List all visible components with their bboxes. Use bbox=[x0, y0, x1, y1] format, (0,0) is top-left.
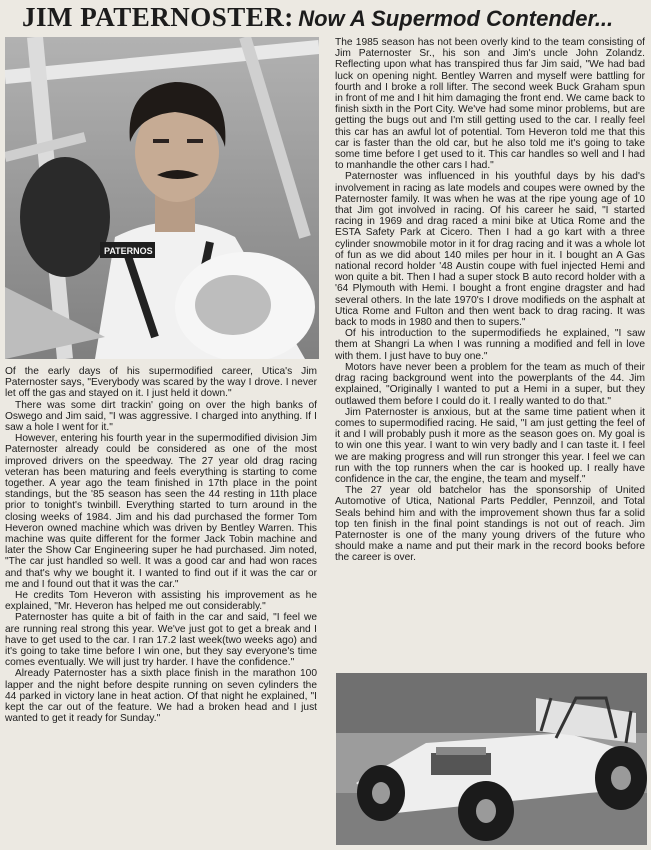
headline-name: JIM PATERNOSTER: bbox=[22, 2, 294, 32]
article-headline bbox=[22, 2, 632, 36]
paragraph: Of the early days of his supermodified career, Utica's Jim Paternoster says, "Everybody was scared by the way I drove. I never let off the gas and stayed on it. I just held it down." bbox=[5, 366, 317, 400]
paragraph: Motors have never been a problem for the team as much of their drag racing background went into the powerplants of the 44. Jim explained, "Originally I wanted to put a Hemi in a super, but they outlawed them before I could do it. I really wanted to do that." bbox=[335, 361, 645, 407]
paragraph: Of his introduction to the supermodifieds he explained, "I saw them at Shangri La when I was running a modified and fell in love with them. I just have to buy one." bbox=[335, 328, 645, 362]
driver-portrait-photo bbox=[5, 37, 319, 359]
right-text-column bbox=[335, 37, 645, 564]
paragraph: The 27 year old batchelor has the sponsorship of United Automotive of Utica, National Parts Peddler, Pennzoil, and Total Seals behind him and with the improvement shown thus far a solid top ten finish in the final point standings is not out of reach. Jim Paternoster is one of the many young drivers of the future who should make a name and put their mark in the record books before the career is over. bbox=[335, 485, 645, 564]
paragraph: There was some dirt trackin' going on over the high banks of Oswego and Jim said, "I was aggressive. I charged into anything. If I saw a hole I went for it." bbox=[5, 399, 317, 434]
driver-portrait-illustration bbox=[5, 37, 319, 359]
paragraph: The 1985 season has not been overly kind to the team consisting of Jim Paternoster Sr., his son and Jim's uncle John Zolandz. Reflecting upon what has transpired thus far Jim said, "We had bad luck on opening night. Bentley Warren and myself were battling for fourth and I broke a roll lifter. The second week Buck Graham spun in front of me and I hit him damaging the front end. We came back to finish sixth in the Port City. We've had some minor problems, but are getting the bugs out and I'm still getting used to the car. I really feel this car has an awful lot of potential. Tom Heveron told me that this car is faster than the old car, but he also told me it's going to take some time before I get used to it. This car handles so well and I had to manhandle the other cars I had." bbox=[335, 37, 645, 172]
left-text-column bbox=[5, 366, 317, 725]
paragraph: He credits Tom Heveron with assisting his improvement as he explained, "Mr. Heveron has helped me out considerably." bbox=[5, 590, 317, 613]
headline-tagline: Now A Supermod Contender... bbox=[298, 6, 614, 31]
paragraph: Already Paternoster has a sixth place finish in the marathon 100 lapper and the night before despite running on seven cylinders the 44 parked in victory lane in heat action. Of that night he explained, "I kept the car out of the feature. We had a broken head and I just wanted to get it ready for Sunday." bbox=[5, 668, 317, 725]
suit-patch-text: PATERNOS bbox=[104, 246, 153, 256]
race-car-illustration bbox=[336, 673, 647, 845]
paragraph: Paternoster has quite a bit of faith in the car and said, "I feel we are running real strong this year. We've just got to get a break and I have to get used to the car. I ran 17.2 last week(two weeks ago) and it's going to take time before I win one, but they say everyone's time comes eventually. We will just try harder. I have the confidence." bbox=[5, 612, 317, 669]
paragraph: Jim Paternoster is anxious, but at the same time patient when it comes to supermodified racing. He said, "I am just getting the feel of it and I will probably push it more as the season goes on. My goal is to win one this year. I want to win very badly and I can taste it. I feel we are making progress and will run stronger this year. I feel we can run with the top runners when the car is hooked up. I really have confidence in the car, the engine, the team and myself." bbox=[335, 406, 645, 485]
race-car-photo bbox=[336, 673, 647, 845]
paragraph: Paternoster was influenced in his youthful days by his dad's involvement in racing as late models and coupes were owned by the Paternoster family. It was when he was at the ripe young age of 10 that Jim got involved in racing. Of his career he said, "I started racing in 1969 and drag raced a mini bike at Utica Rome and the ESTA Safety Park at Cicero. Then I had a go kart with a three cylinder snowmobile motor in it for drag racing and it was a whole lot of fun as we did about 140 miles per hour in it. I bought an A Gas national record holder '48 Austin coupe with fuel injected Hemi and won quite a bit. Then I had a super stock B auto record holder with a '64 Plymouth with Hemi. I bought a front engine dragster and had several others. In the late 1970's I drove modifieds on the asphalt at Utica Rome and Fulton and then went back to drag racing. It was back to mods in 1980 and then to supers." bbox=[335, 171, 645, 329]
paragraph: However, entering his fourth year in the supermodified division Jim Paternoster already could be considered as one of the most improved drivers on the speedway. The 27 year old drag racing veteran has been maturing and feels everything is starting to come together. A year ago the team finished in 17th place in the point standings, but the '85 season has seen the 44 resting in 11th place prior to tonight's twinbill. Everything started to turn around in the closing weeks of 1984. Jim and his dad purchased the former Tom Heveron owned machine which was driven by Bentley Warren. This machine was quite different for the former Jack Tobin machine and later the Show Car Engineering super he had purchased. Jim noted, "The car just handled so well. It was a good car and had won races and that's why we bought it. I wanted to find out if it was the car or me and I found out that it was the car." bbox=[5, 433, 317, 590]
